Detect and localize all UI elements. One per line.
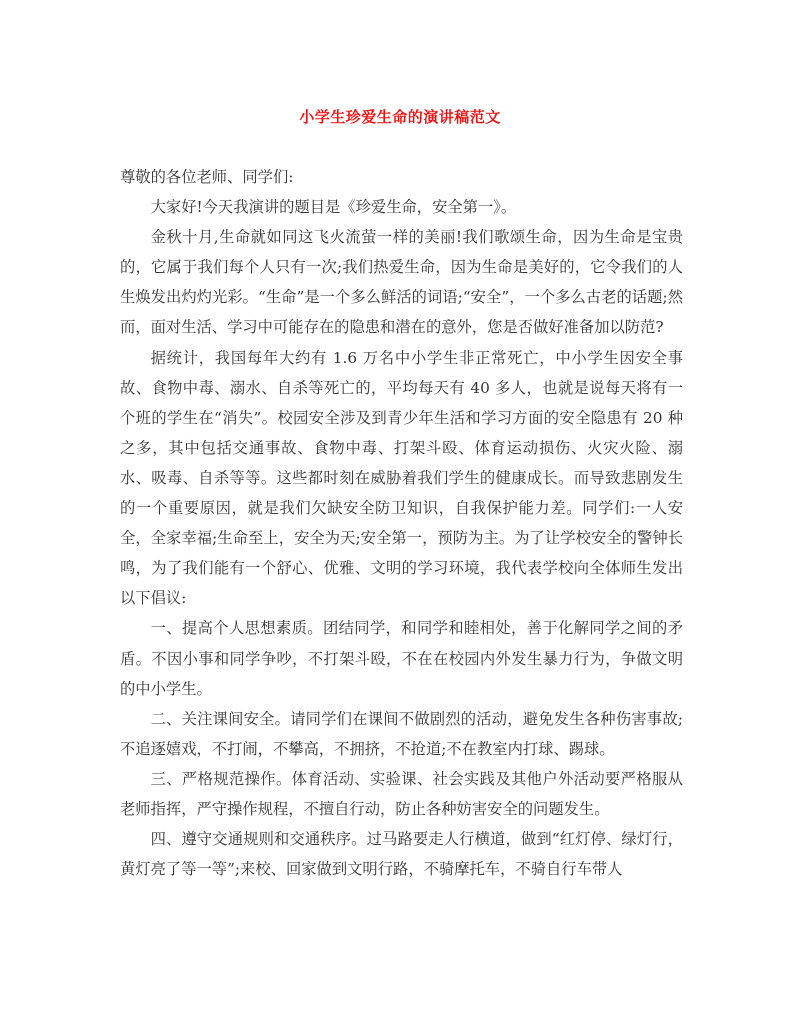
document-title: 小学生珍爱生命的演讲稿范文 — [299, 108, 501, 126]
paragraph-statistics: 据统计，我国每年大约有 1.6 万名中小学生非正常死亡，中小学生因安全事故、食物中毒、溺水、自杀等死亡的，平均每天有 40 多人，也就是说每天将有一个班的学生在“消失”。校园安全涉及到青少年生活和学习方面的安全隐患有 20 种之多，其中包括交通事故、食物中毒、打架斗殴、体育运动损伤、火灾火险、溺水、吸毒、自杀等等。这些都时刻在威胁着我们学生的健康成长。而导致悲剧发生的一个重要原因，就是我们欠缺安全防卫知识，自我保护能力差。同学们:一人安全，全家幸福;生命至上，安全为天;安全第一，预防为主。为了让学校安全的警钟长鸣，为了我们能有一个舒心、优雅、文明的学习环境，我代表学校向全体师生发出以下倡议: — [120, 348, 683, 608]
paragraph-intro: 金秋十月,生命就如同这飞火流萤一样的美丽!我们歌颂生命，因为生命是宝贵的，它属于我们每个人只有一次;我们热爱生命，因为生命是美好的，它令我们的人生焕发出灼灼光彩。“生命”是一个多么鲜活的词语;“安全”，一个多么古老的话题;然而，面对生活、学习中可能存在的隐患和潜在的意外，您是否做好准备加以防范? — [120, 228, 683, 337]
proposal-item-1: 一、提高个人思想素质。团结同学，和同学和睦相处，善于化解同学之间的矛盾。不因小事和同学争吵，不打架斗殴，不在在校园内外发生暴力行为，争做文明的中小学生。 — [120, 619, 683, 698]
proposal-item-2: 二、关注课间安全。请同学们在课间不做剧烈的活动，避免发生各种伤害事故;不追逐嬉戏，不打闹，不攀高，不拥挤，不抢道;不在教室内打球、踢球。 — [120, 709, 683, 758]
document-body — [120, 162, 683, 884]
proposal-item-3: 三、严格规范操作。体育活动、实验课、社会实践及其他户外活动要严格服从老师指挥，严守操作规程，不擅自行动，防止各种妨害安全的问题发生。 — [120, 769, 683, 818]
paragraph-greeting: 大家好!今天我演讲的题目是《珍爱生命，安全第一》。 — [150, 198, 517, 217]
salutation: 尊敬的各位老师、同学们: — [120, 168, 294, 186]
proposal-item-4: 四、遵守交通规则和交通秩序。过马路要走人行横道，做到“红灯停、绿灯行，黄灯亮了等一等”;来校、回家做到文明行路，不骑摩托车，不骑自行车带人 — [120, 830, 683, 879]
